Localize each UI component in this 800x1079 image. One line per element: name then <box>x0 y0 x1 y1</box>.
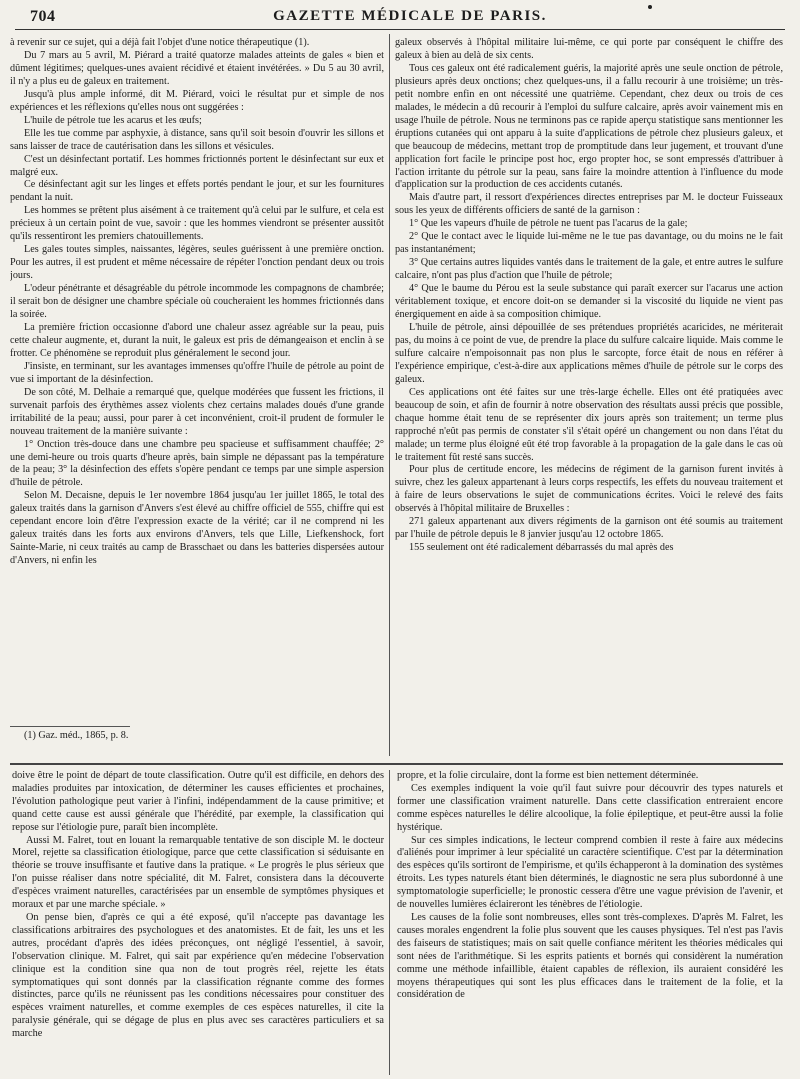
paragraph: 1° Onction très-douce dans une chambre peu spacieuse et suffisamment chauffée; 2° une demi-heure ou trois quarts d'heure après, bain simple ne dépassant pas la température de la peau; 3° la désinfection des effets s'opère pendant ce temps par une simple aspersion d'huile de pétrole. <box>10 438 384 489</box>
paragraph: C'est un désinfectant portatif. Les hommes frictionnés portent le désinfectant sur eux et malgré eux. <box>10 153 384 178</box>
paragraph: On pense bien, d'après ce qui a été exposé, qu'il n'accepte pas davantage les classifications arbitraires des psychologues et des anatomistes. Et de fait, les uns et les autres, procédant d'après des idées préconçues, ont négligé l'essentiel, à savoir, l'observation clinique. M. Falret, qui sait par expérience qu'en médecine l'observation clinique est la condition sine qua non de tout progrès réel, rejette les états symptomatiques qui sont donnés par la classification régnante comme des formes distinctes, parce qu'ils ne réunissent pas les conditions nécessaires pour constituer des espèces vraiment naturelles, et comme exemples de ces espèces naturelles, il cite la paralysie générale, qui se dégage de plus en plus avec ses caractères particuliers et sa marche <box>12 911 384 1040</box>
paragraph: Aussi M. Falret, tout en louant la remarquable tentative de son disciple M. le docteur Morel, rejette sa classification étiologique, parce que cette classification si séduisante en théorie se trouve insuffisante et fautive dans la pratique. « Le progrès le plus sérieux que l'on puisse réaliser dans notre spécialité, dit M. Falret, consistera dans la découverte d'espèces vraiment naturelles, caractérisées par un ensemble de symptômes physiques et moraux et par une marche spéciale. » <box>12 834 384 911</box>
paragraph: La première friction occasionne d'abord une chaleur assez agréable sur la peau, puis cette chaleur augmente, et, durant la nuit, le galeux est pris de démangeaison et enclin à se frotter. Ce phénomène se reproduit plus généralement le second jour. <box>10 321 384 359</box>
paragraph: Ces exemples indiquent la voie qu'il faut suivre pour découvrir des types naturels et former une classification vraiment naturelle. Dans cette classification entreraient encore comme espèces naturelles le délire alcoolique, la folie épileptique, et peut-être aussi la folie hystérique. <box>397 782 783 833</box>
lower-right-column <box>397 770 783 1076</box>
section-separator <box>10 763 783 765</box>
paragraph: L'huile de pétrole tue les acarus et les œufs; <box>24 114 202 126</box>
paragraph: 3° Que certains autres liquides vantés dans le traitement de la gale, et entre autres le sulfure calcaire, n'ont pas plus d'action que l'huile de pétrole; <box>395 257 783 282</box>
paragraph: 1° Que les vapeurs d'huile de pétrole ne tuent pas l'acarus de la gale; <box>409 218 688 230</box>
paragraph: Jusqu'à plus ample informé, dit M. Piérard, voici le résultat pur et simple de nos expériences et les réflexions qu'elles nous ont suggérées : <box>10 88 384 113</box>
footnote: (1) Gaz. méd., 1865, p. 8. <box>24 730 129 741</box>
lower-left-column <box>12 770 384 1076</box>
paragraph: 271 galeux appartenant aux divers régiments de la garnison ont été soumis au traitement par l'huile de pétrole depuis le 8 janvier jusqu'au 12 octobre 1865. <box>395 516 783 541</box>
paragraph: Mais d'autre part, il ressort d'expériences directes entreprises par M. le docteur Fuisseaux sous les yeux de différents officiers de santé de la garnison : <box>395 192 783 217</box>
paragraph: Sur ces simples indications, le lecteur comprend combien il reste à faire aux médecins d'aliénés pour imprimer à leur spécialité un caractère scientifique. C'est par la détermination des espèces qu'ils sortiront de l'empirisme, et qu'ils échapperont à la domination des systèmes étroits. Les types naturels étant bien déterminés, le diagnostic ne sera plus subordonné à une symptomatologie superficielle; le pronostic cessera d'être une vague prévision de l'avenir, et de nouvelles lumières éclaireront les ténèbres de l'étiologie. <box>397 834 783 911</box>
upper-left-column <box>10 37 384 763</box>
paragraph: L'huile de pétrole, ainsi dépouillée de ses prétendues propriétés acaricides, ne mériterait pas, du moins à ce point de vue, de prendre la place du sulfure calcaire liquide. Mais comme le sulfure calcaire n'empoisonnait pas non plus le sarcopte, force était de nous en référer à l'expérience empirique, c'est-à-dire aux applications mêmes d'huile de pétrole sur le corps des galeux. <box>395 321 783 385</box>
paragraph: à revenir sur ce sujet, qui a déjà fait l'objet d'une notice thérapeutique (1). <box>10 37 310 48</box>
column-divider <box>389 34 390 756</box>
paragraph: Les hommes se prêtent plus aisément à ce traitement qu'à celui par le sulfure, et cela est précieux à un certain point de vue, savoir : que les hommes viendront se présenter aussitôt qu'ils ressentiront les premiers chatouillements. <box>10 205 384 243</box>
paragraph: 155 seulement ont été radicalement débarrassés du mal après des <box>409 542 674 554</box>
paragraph: De son côté, M. Delhaie a remarqué que, quelque modérées que fussent les frictions, il survenait parfois des érythèmes assez violents chez certains malades doués d'une grande irritabilité de la peau; aussi, pour parer à cet inconvénient, croit-il prudent de formuler le nouveau traitement de la manière suivante : <box>10 386 384 437</box>
paragraph: Les causes de la folie sont nombreuses, elles sont très-complexes. D'après M. Falret, les causes morales engendrent la folie plus souvent que les causes physiques. Tel n'est pas l'avis des faiseurs de statistiques; mais on sait quelle confiance méritent les théories médicales qui sont nées de l'arithmétique. Si les esprits patients et bornés qui considèrent la numération comme une méthode infaillible, étaient capables de réflexion, ils auraient considéré les moyens thérapeutiques qui sont les plus efficaces dans le traitement de la folie, et la considération de <box>397 911 783 1001</box>
paragraph: propre, et la folie circulaire, dont la forme est bien nettement déterminée. <box>397 770 699 781</box>
header-rule <box>15 29 785 30</box>
paragraph: Ces applications ont été faites sur une très-large échelle. Elles ont été pratiquées avec beaucoup de soin, et afin de fournir à notre observation des résultats aussi précis que possible, chaque homme était tenu de se représenter dix jours après son traitement; un terme plus rapproché n'eût pas permis de constater s'il s'était opéré un changement ou non dans l'état du malade; un terme plus éloigné eût été trop favorable à la propagation de la gale dans le cas où le traitement fût resté sans succès. <box>395 386 783 463</box>
footnote-rule <box>10 726 130 727</box>
journal-title: GAZETTE MÉDICALE DE PARIS. <box>273 8 547 24</box>
page-number: 704 <box>30 8 56 25</box>
paragraph: Les gales toutes simples, naissantes, légères, seules guérissent à une première onction. Pour les autres, il est prudent et même nécessaire de répéter l'onction pendant deux ou trois jours. <box>10 244 384 282</box>
paragraph: Selon M. Decaisne, depuis le 1er novembre 1864 jusqu'au 1er juillet 1865, le total des galeux traités dans la garnison d'Anvers s'est élevé au chiffre officiel de 555, chiffre qui est cependant encore loin d'être l'expression exacte de la vérité; car il ne comprend ni les galeux traités dans les forts aux environs d'Anvers, tels que Lille, Liefkenshock, fort Sainte-Marie, ni ceux traités au camp de Brasschaet ou dans les batteries dispersées autour d'Anvers, ni enfin les <box>10 490 384 567</box>
paragraph: doive être le point de départ de toute classification. Outre qu'il est difficile, en dehors des maladies produites par intoxication, de déterminer les causes efficientes et prochaines, l'évolution pathologique peut varier à l'infini, indépendamment de la cause primitive; et quand cette cause est aussi générale que l'hérédité, par exemple, la classification qui repose sur l'étiologie pure, paraît bien incomplète. <box>12 770 384 833</box>
paragraph: Du 7 mars au 5 avril, M. Piérard a traité quatorze malades atteints de gales « bien et dûment légitimes; quelques-unes avaient récidivé et étaient invétérées. » Du 5 au 30 avril, il n'y a plus eu de galeux en traitement. <box>10 49 384 87</box>
paragraph: Ce désinfectant agit sur les linges et effets portés pendant le jour, et sur les fournitures pendant la nuit. <box>10 179 384 204</box>
paragraph: 4° Que le baume du Pérou est la seule substance qui paraît exercer sur l'acarus une action véritablement toxique, et encore doit-on se demander si la viscosité du liquide ne vient pas énergiquement en aide à sa composition chimique. <box>395 283 783 321</box>
upper-right-column <box>395 37 783 753</box>
paragraph: 2° Que le contact avec le liquide lui-même ne le tue pas davantage, ou du moins ne le fait pas instantanément; <box>395 231 783 256</box>
paragraph: L'odeur pénétrante et désagréable du pétrole incommode les compagnons de chambrée; il serait bon de désigner une chambre spéciale où coucheraient les hommes frictionnés dans la soirée. <box>10 283 384 321</box>
paragraph: Pour plus de certitude encore, les médecins de régiment de la garnison furent invités à suivre, chez les galeux appartenant à leurs corps respectifs, les effets du nouveau traitement et à faire de leurs observations le sujet de communications écrites. Voici le relevé des faits observés à l'hôpital militaire de Bruxelles : <box>395 464 783 515</box>
paragraph: Tous ces galeux ont été radicalement guéris, la majorité après une seule onction de pétrole, plusieurs après deux onctions; chez quelques-uns, il a fallu recourir à une troisième; un très-petit nombre enfin en ont nécessité une quatrième. Cependant, chez deux ou trois de ces malades, le médecin a dû recourir à l'emploi du sulfure calcaire, après avoir vainement mis en usage l'huile de pétrole. Nous ne terminons pas ce rapide aperçu statistique sans mentionner les éruptions cutanées qui ont apparu à la suite d'applications de pétrole chez plusieurs galeux, et que beaucoup de médecins, mettant trop de promptitude dans leur jugement, et trouvant d'une application fort facile le principe post hoc, ergo propter hoc, se sont empressés d'attribuer à l'action irritante du pétrole sur la peau, sans faire la moindre attention à l'influence du mode d'application sur la production de ces accidents cutanés. <box>395 62 783 191</box>
paragraph: Elle les tue comme par asphyxie, à distance, sans qu'il soit besoin d'ouvrir les sillons et sans laisser de trace de cautérisation dans les sillons et vésicules. <box>10 127 384 152</box>
paragraph: galeux observés à l'hôpital militaire lui-même, ce qui porte par conséquent le chiffre des galeux à bien au delà de six cents. <box>395 37 783 61</box>
paragraph: J'insiste, en terminant, sur les avantages immenses qu'offre l'huile de pétrole au point de vue si important de la désinfection. <box>10 360 384 385</box>
column-divider <box>389 770 390 1075</box>
